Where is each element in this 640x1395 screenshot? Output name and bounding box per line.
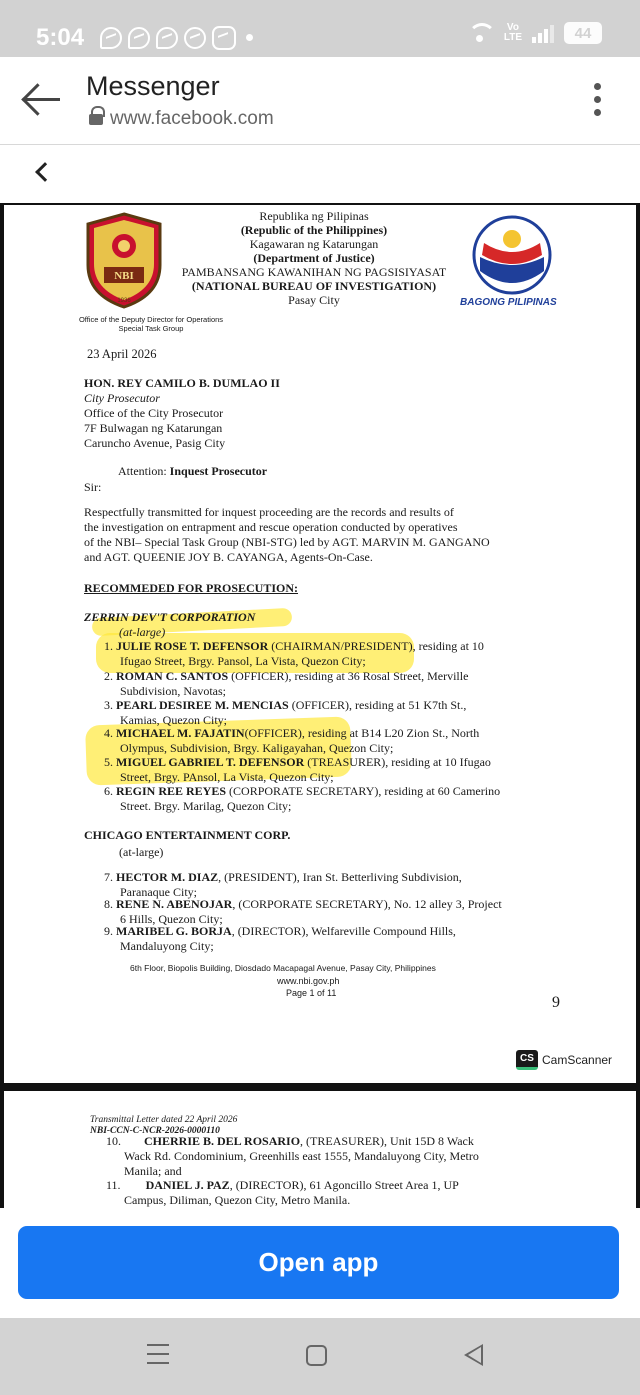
salutation: Sir: (84, 480, 102, 494)
person-details: , (CORPORATE SECRETARY), No. 12 alley 3, Project (232, 897, 502, 911)
person-entry (104, 784, 500, 799)
addressee-address: 7F Bulwagan ng Katarungan (84, 421, 223, 435)
company-name: CHICAGO ENTERTAINMENT CORP. (84, 828, 291, 842)
person-name: PEARL DESIREE M. MENCIAS (116, 698, 289, 712)
person-number: 5. (104, 755, 113, 769)
person-entry (104, 870, 462, 885)
bagong-pilipinas-label: BAGONG PILIPINAS (460, 297, 557, 308)
person-number: 3. (104, 698, 113, 712)
person-entry-cont: Olympus, Subdivision, Brgy. Kaligayahan, Quezon City; (120, 741, 394, 755)
footer-website: www.nbi.gov.ph (277, 976, 340, 986)
lock-icon (89, 112, 103, 126)
person-name: JULIE ROSE T. DEFENSOR (116, 639, 269, 653)
person-entry (104, 698, 466, 713)
body-line: and AGT. QUEENIE JOY B. CAYANGA, Agents-On-Case. (84, 550, 373, 564)
person-entry-cont: Subdivision, Navotas; (120, 684, 227, 698)
battery-indicator: 44 (564, 22, 602, 44)
wifi-icon (468, 23, 494, 43)
person-name: MICHAEL M. FAJATIN (116, 726, 245, 740)
office-line-1: Office of the Deputy Director for Operations (78, 315, 224, 324)
signal-icon (532, 23, 554, 43)
office-line (61, 315, 241, 333)
person-name: ROMAN C. SANTOS (116, 669, 229, 683)
open-app-button[interactable]: Open app (18, 1226, 619, 1299)
volte-icon: Vo LTE (503, 22, 522, 43)
letterhead (164, 209, 464, 307)
person-number: 11. (106, 1178, 121, 1192)
body-line: of the NBI– Special Task Group (NBI-STG) led by AGT. MARVIN M. GANGANO (84, 535, 490, 549)
person-details: , (DIRECTOR), 61 Agoncillo Street Area 1, UP (229, 1178, 459, 1192)
letterhead-line: (NATIONAL BUREAU OF INVESTIGATION) (191, 279, 437, 293)
document-page-2 (4, 1091, 636, 1208)
viber-notification-icon (184, 27, 206, 49)
page2-reference: NBI-CCN-C-NCR-2026-0000110 (90, 1126, 220, 1136)
person-details: (OFFICER), residing at B14 L20 Zion St., North (244, 726, 480, 740)
person-entry-cont: Street, Brgy. PAnsol, La Vista, Quezon City; (120, 770, 334, 784)
person-number: 9. (104, 924, 113, 938)
person-entry-cont: Manila; and (124, 1164, 182, 1178)
person-name: MIGUEL GABRIEL T. DEFENSOR (116, 755, 305, 769)
person-number: 6. (104, 784, 113, 798)
notification-icons (100, 26, 253, 50)
letterhead-line: PAMBANSANG KAWANIHAN NG PAGSISIYASAT (181, 265, 447, 279)
camscanner-logo-icon: CS (516, 1050, 538, 1070)
company-name: ZERRIN DEV'T CORPORATION (84, 610, 256, 624)
browser-header (0, 57, 640, 145)
person-number: 2. (104, 669, 113, 683)
letterhead-line: Kagawaran ng Katarungan (249, 237, 379, 251)
company-status: (at-large) (119, 845, 164, 859)
person-details: , (PRESIDENT), Iran St. Betterliving Subdivision, (218, 870, 462, 884)
person-entry-cont: Wack Rd. Condominium, Greenhills east 1555, Mandaluyong City, Metro (124, 1149, 479, 1163)
body-line: Respectfully transmitted for inquest proceeding are the records and results of (84, 505, 454, 519)
person-entry (104, 726, 479, 741)
addressee-title: City Prosecutor (84, 391, 160, 405)
person-entry-cont: Kamias, Quezon City; (120, 713, 227, 727)
person-entry-cont: 6 Hills, Quezon City; (120, 912, 223, 926)
person-entry-cont: Paranaque City; (120, 885, 197, 899)
status-time: 5:04 (36, 23, 85, 51)
document-viewer[interactable] (0, 203, 640, 1208)
letterhead-line: Pasay City (288, 293, 340, 307)
addressee-address: Caruncho Avenue, Pasig City (84, 436, 226, 450)
person-details: , (TREASURER), Unit 15D 8 Wack (300, 1134, 474, 1148)
body-line: the investigation on entrapment and rescue operation conducted by operatives (84, 520, 458, 534)
document-page-1 (4, 205, 636, 1083)
recommended-heading: RECOMMEDED FOR PROSECUTION: (84, 581, 299, 595)
apps-notification-icon (212, 26, 236, 50)
back-arrow-icon[interactable] (22, 83, 62, 115)
person-number: 8. (104, 897, 113, 911)
letter-date: 23 April 2026 (87, 347, 157, 361)
person-number: 4. (104, 726, 113, 740)
more-notifications-dot-icon (246, 34, 253, 41)
person-details: (TREASURER), residing at 10 Ifugao (304, 755, 491, 769)
person-number: 10. (106, 1134, 121, 1148)
person-number: 1. (104, 639, 113, 653)
chevron-left-icon[interactable] (35, 162, 55, 182)
attention-label: Attention: (118, 464, 167, 478)
person-details: (OFFICER), residing at 51 K7th St., (288, 698, 467, 712)
more-options-icon[interactable] (594, 83, 602, 117)
addressee-office: Office of the City Prosecutor (84, 406, 224, 420)
person-details: (OFFICER), residing at 36 Rosal Street, Merville (228, 669, 469, 683)
bagong-pilipinas-logo-icon (470, 213, 554, 297)
messenger-notification-icon (128, 27, 150, 49)
person-name: REGIN REE REYES (116, 784, 227, 798)
back-triangle-icon[interactable] (464, 1344, 483, 1366)
letterhead-line: (Department of Justice) (253, 251, 375, 265)
system-navigation-bar (0, 1318, 640, 1395)
attention-value: Inquest Prosecutor (169, 464, 268, 478)
footer-page-number: Page 1 of 11 (286, 988, 337, 998)
letterhead-line: (Republic of the Philippines) (240, 223, 388, 237)
person-details: (CHAIRMAN/PRESIDENT), residing at 10 (268, 639, 484, 653)
messenger-notification-icon (100, 27, 122, 49)
attention-line (118, 464, 267, 479)
person-details: (CORPORATE SECRETARY), residing at 60 Camerino (226, 784, 501, 798)
nbi-seal-icon (84, 210, 164, 310)
person-details: , (DIRECTOR), Welfareville Compound Hills, (231, 924, 456, 938)
person-entry (104, 669, 468, 684)
camscanner-label: CamScanner (542, 1053, 613, 1067)
svg-text:1936: 1936 (117, 298, 131, 304)
person-name: CHERRIE B. DEL ROSARIO (144, 1134, 301, 1148)
messenger-notification-icon (156, 27, 178, 49)
person-name: DANIEL J. PAZ (145, 1178, 230, 1192)
person-name: HECTOR M. DIAZ (116, 870, 219, 884)
person-entry (104, 755, 491, 770)
open-app-bar (0, 1208, 640, 1318)
viewer-nav (0, 145, 640, 203)
page2-reference: Transmittal Letter dated 22 April 2026 (90, 1115, 238, 1125)
office-line-2: Special Task Group (118, 324, 184, 333)
person-entry (104, 924, 456, 939)
home-icon[interactable] (306, 1345, 327, 1366)
addressee-name: HON. REY CAMILO B. DUMLAO II (84, 376, 280, 390)
letterhead-line: Republika ng Pilipinas (259, 209, 369, 223)
page-url: www.facebook.com (110, 108, 274, 129)
company-status: (at-large) (119, 625, 166, 639)
page-title: Messenger (86, 71, 220, 101)
person-entry-cont: Campus, Diliman, Quezon City, Metro Manila. (124, 1193, 351, 1207)
person-entry (104, 639, 484, 654)
person-entry-cont: Street. Brgy. Marilag, Quezon City; (120, 799, 292, 813)
person-number: 7. (104, 870, 113, 884)
recents-icon[interactable] (147, 1344, 169, 1366)
person-entry (106, 1178, 459, 1193)
person-entry-cont: Ifugao Street, Brgy. Pansol, La Vista, Quezon City; (120, 654, 366, 668)
person-name: MARIBEL G. BORJA (116, 924, 232, 938)
svg-text:NBI: NBI (114, 270, 134, 282)
person-entry (104, 897, 502, 912)
camscanner-watermark (516, 1050, 612, 1070)
person-name: RENE N. ABENOJAR (116, 897, 233, 911)
handwritten-mark: 9 (552, 994, 560, 1011)
person-entry (106, 1134, 474, 1149)
person-entry-cont: Mandaluyong City; (120, 939, 214, 953)
footer-address: 6th Floor, Biopolis Building, Diosdado Macapagal Avenue, Pasay City, Philippines (130, 963, 436, 973)
